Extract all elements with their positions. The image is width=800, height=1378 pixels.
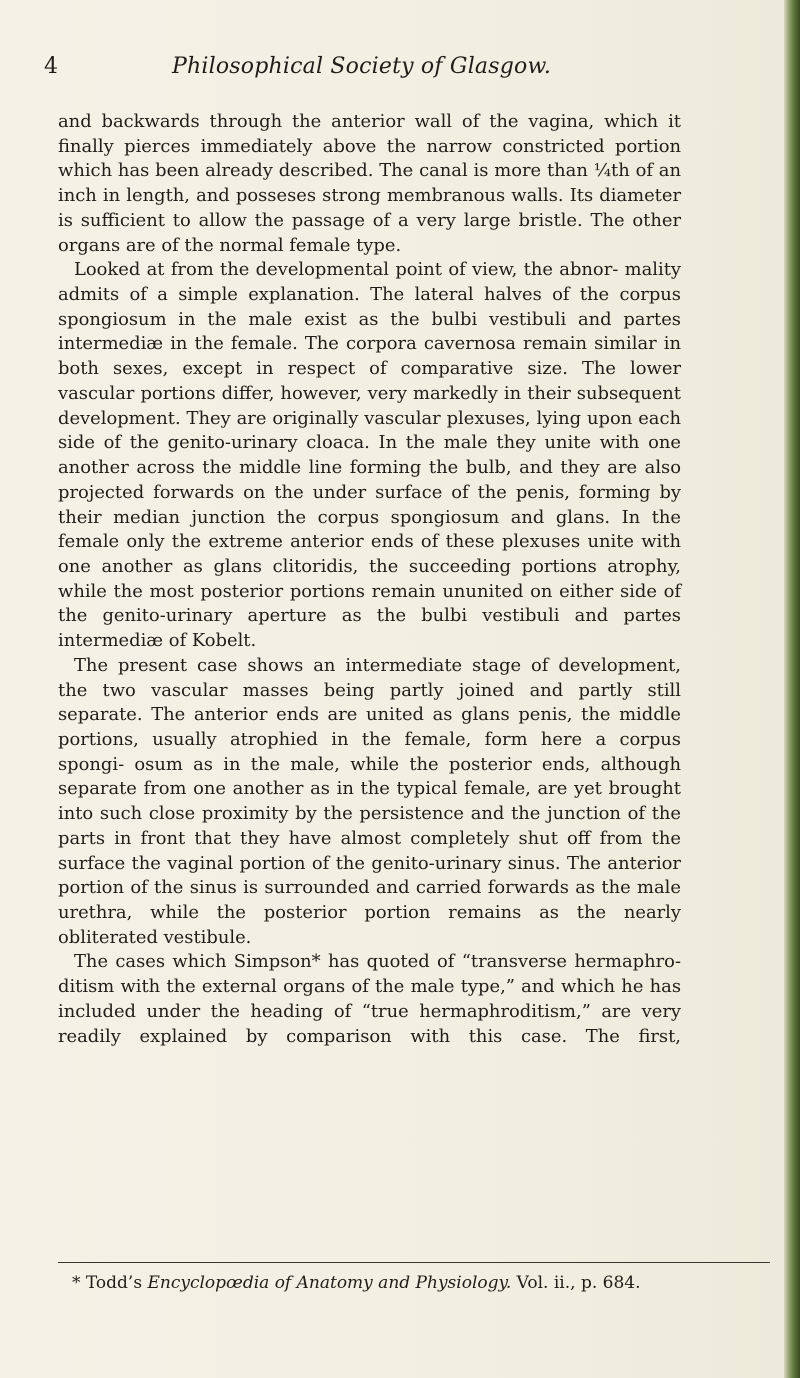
page-number: 4 [44, 54, 58, 79]
page-edge [784, 0, 800, 1378]
paragraph: and backwards through the anterior wall of the vagina, which it finally pierces immediately above the narrow constricted portion which has been already described. The canal is more than ¼th of an inch in length, and posseses strong membranous walls. Its diameter is sufficient to allow the passage of a very large bristle. The other organs are of the normal female type. [58, 111, 681, 256]
body-text [58, 110, 681, 1049]
running-title: Philosophical Society of Glasgow. [172, 54, 552, 79]
paragraph: The present case shows an intermediate stage of development, the two vascular masses being partly joined and partly still separate. The anterior ends are united as glans penis, the middle portions, usually atrophied in the female, form here a corpus spongi- osum as in the male, while the posterior ends, although separate from one another as in the typical female, are yet brought into such close proximity by the persistence and the junction of the parts in front that they have almost completely shut off from the surface the vaginal portion of the genito-urinary sinus. The anterior portion of the sinus is surrounded and carried forwards as the male urethra, while the posterior portion remains as the nearly obliterated vestibule. [58, 654, 681, 948]
footnote-citation: Vol. ii., p. 684. [516, 1273, 641, 1293]
paragraph: Looked at from the developmental point of view, the abnor- mality admits of a simple explanation. The lateral halves of the corpus spongiosum in the male exist as the bulbi vestibuli and partes intermediæ in the female. The corpora cavernosa remain similar in both sexes, except in respect of comparative size. The lower vascular portions differ, however, very markedly in their subsequent development. They are originally vascular plexuses, lying upon each side of the genito-urinary cloaca. In the male they unite with one another across the middle line forming the bulb, and they are also projected forwards on the under surface of the penis, forming by their median junction the corpus spongiosum and glans. In the female only the extreme anterior ends of these plexuses unite with one another as glans clitoridis, the succeeding portions atrophy, while the most posterior portions remain ununited on either side of the genito-urinary aperture as the bulbi vestibuli and partes intermediæ of Kobelt. [58, 259, 681, 652]
footnote-rule [58, 1262, 770, 1263]
footnote [72, 1272, 792, 1294]
footnote-marker: * Todd’s [72, 1273, 143, 1293]
footnote-title: Encyclopœdia of Anatomy and Physiology. [147, 1273, 512, 1293]
page-header [0, 54, 800, 94]
paragraph: The cases which Simpson* has quoted of “transverse hermaphro- ditism with the external organs of the male type,” and which he has included under the heading of “true hermaphroditism,” are very readily explained by comparison with this case. The first, [58, 951, 681, 1047]
